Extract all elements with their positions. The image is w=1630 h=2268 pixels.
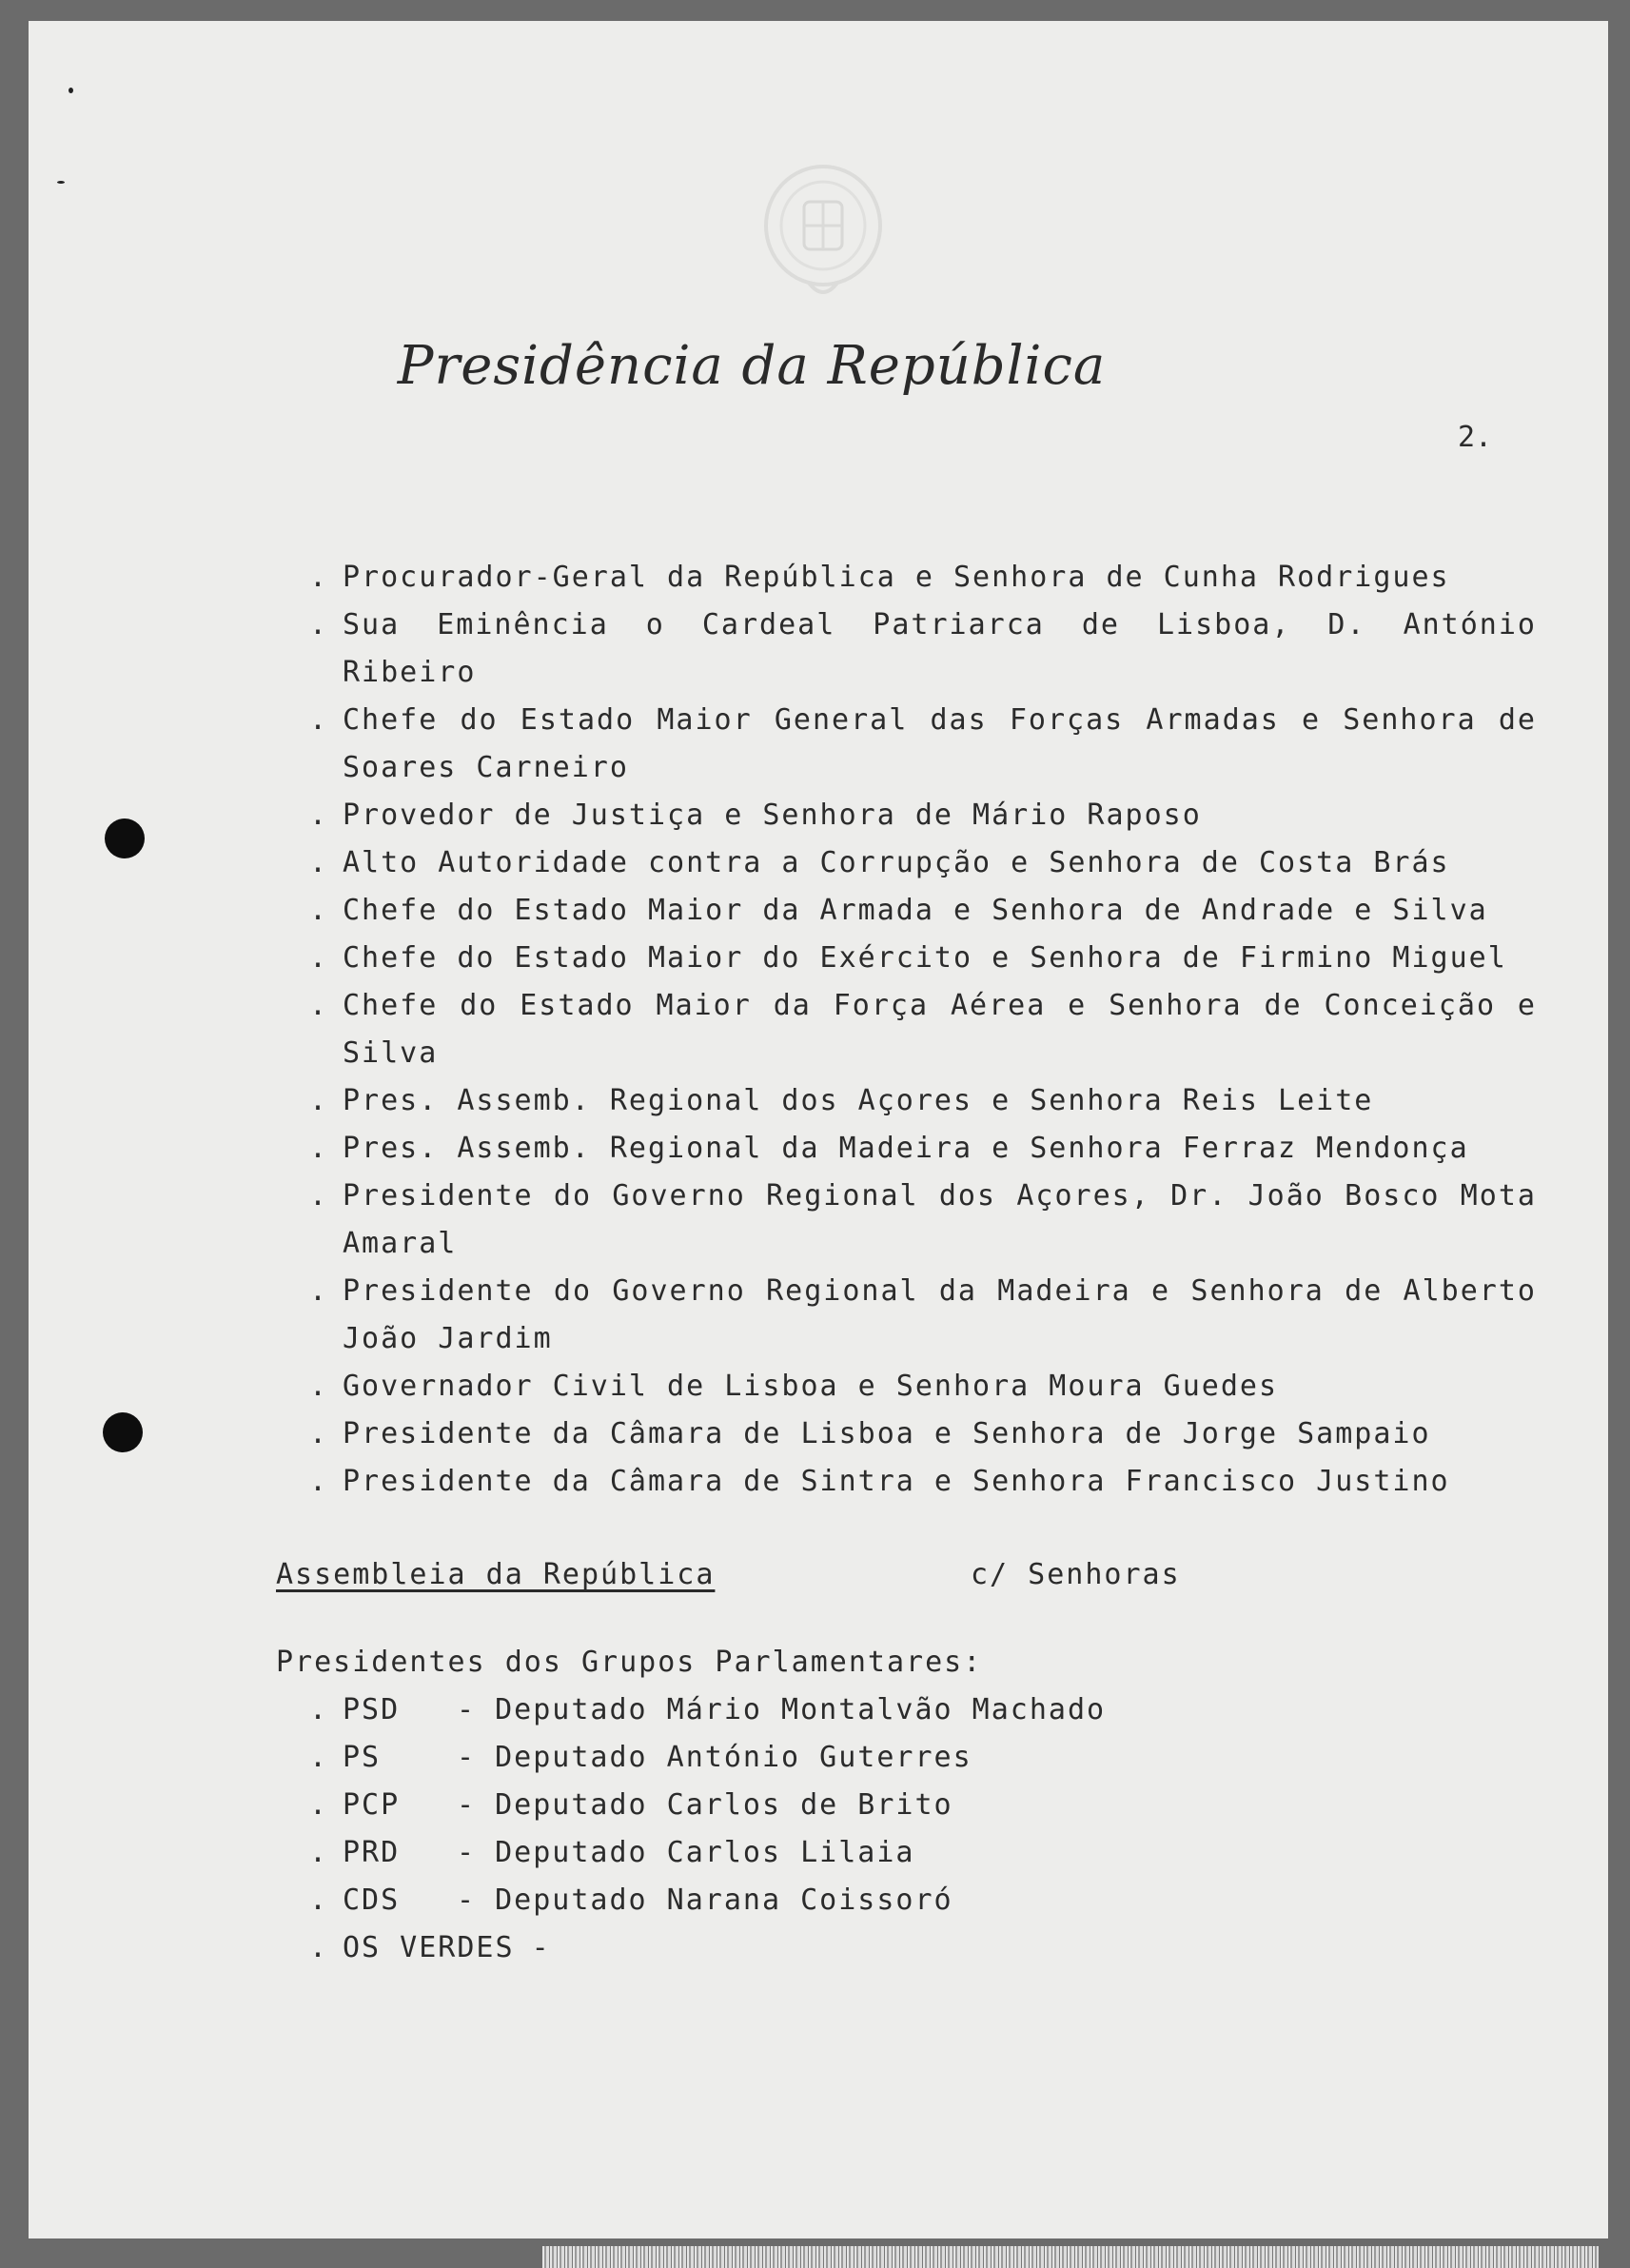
party-row <box>309 1782 1537 1829</box>
list-item <box>309 1125 1537 1173</box>
list-item <box>309 1268 1537 1363</box>
bullet: . <box>309 1741 329 1774</box>
party-deputy: - Deputado Mário Montalvão Machado <box>457 1693 1107 1726</box>
section-title: Assembleia da República <box>276 1558 716 1591</box>
party-abbreviation: PCP <box>343 1788 401 1822</box>
guest-list <box>309 554 1537 1506</box>
list-item-text: Governador Civil de Lisboa e Senhora Moura Guedes <box>343 1370 1279 1403</box>
list-item-text: Provedor de Justiça e Senhora de Mário Raposo <box>343 799 1202 832</box>
letterhead-title: Presidência da República <box>397 335 1107 397</box>
scan-edge-strip <box>542 2246 1599 2268</box>
punch-hole <box>105 818 145 858</box>
list-item <box>309 1410 1537 1458</box>
party-abbreviation: PRD <box>343 1836 401 1869</box>
party-abbreviation: PS <box>343 1741 382 1774</box>
list-item <box>309 887 1537 935</box>
list-item-text: Sua Eminência o Cardeal Patriarca de Lisboa, D. António Ribeiro <box>343 608 1537 689</box>
list-item-text: Presidente da Câmara de Sintra e Senhora Francisco Justino <box>343 1465 1450 1498</box>
section-note: c/ Senhoras <box>971 1558 1181 1591</box>
list-item <box>309 697 1537 792</box>
bullet: . <box>309 1788 329 1822</box>
bullet: . <box>309 1084 329 1117</box>
party-deputy: - Deputado Narana Coissoró <box>457 1883 953 1917</box>
list-item <box>309 1458 1537 1506</box>
bullet: . <box>309 989 329 1022</box>
bullet: . <box>309 799 329 832</box>
list-item-text: Chefe do Estado Maior do Exército e Senhora de Firmino Miguel <box>343 941 1507 975</box>
list-item <box>309 1077 1537 1125</box>
bullet: . <box>309 1370 329 1403</box>
list-item <box>309 935 1537 982</box>
party-deputy: - Deputado Carlos Lilaia <box>457 1836 915 1869</box>
list-item <box>309 982 1537 1077</box>
bullet: . <box>309 1465 329 1498</box>
list-item <box>309 1363 1537 1410</box>
party-abbreviation: PSD <box>343 1693 401 1726</box>
party-abbreviation: OS VERDES <box>343 1931 515 1964</box>
letterhead <box>29 335 1608 397</box>
party-list <box>309 1686 1537 1972</box>
list-item-text: Presidente do Governo Regional dos Açores, Dr. João Bosco Mota Amaral <box>343 1179 1537 1260</box>
list-item-text: Alto Autoridade contra a Corrupção e Senhora de Costa Brás <box>343 846 1450 879</box>
party-row <box>309 1924 1537 1972</box>
list-item-text: Chefe do Estado Maior General das Forças Armadas e Senhora de Soares Carneiro <box>343 703 1537 784</box>
list-item-text: Chefe do Estado Maior da Força Aérea e Senhora de Conceição e Silva <box>343 989 1537 1070</box>
groups-intro: Presidentes dos Grupos Parlamentares: <box>276 1646 983 1679</box>
bullet: . <box>309 1132 329 1165</box>
paper-speck <box>57 181 65 184</box>
list-item-text: Procurador-Geral da República e Senhora de Cunha Rodrigues <box>343 561 1450 594</box>
bullet: . <box>309 703 329 737</box>
bullet: . <box>309 1179 329 1213</box>
party-row <box>309 1877 1537 1924</box>
list-item <box>309 792 1537 839</box>
list-item <box>309 554 1537 602</box>
list-item-text: Chefe do Estado Maior da Armada e Senhora de Andrade e Silva <box>343 894 1488 927</box>
bullet: . <box>309 1274 329 1308</box>
document-body <box>276 554 1537 1972</box>
paper-speck <box>69 88 73 93</box>
party-deputy: - Deputado António Guterres <box>457 1741 972 1774</box>
bullet: . <box>309 1836 329 1869</box>
party-deputy: - <box>531 1931 551 1964</box>
party-row <box>309 1829 1537 1877</box>
bullet: . <box>309 1883 329 1917</box>
party-row <box>309 1686 1537 1734</box>
list-item-text: Pres. Assemb. Regional dos Açores e Senhora Reis Leite <box>343 1084 1374 1117</box>
bullet: . <box>309 1693 329 1726</box>
bullet: . <box>309 941 329 975</box>
punch-hole <box>103 1412 143 1452</box>
assembly-heading <box>276 1551 1537 1599</box>
bullet: . <box>309 561 329 594</box>
list-item-text: Presidente do Governo Regional da Madeira e Senhora de Alberto João Jardim <box>343 1274 1537 1355</box>
bullet: . <box>309 1931 329 1964</box>
list-item <box>309 839 1537 887</box>
bullet: . <box>309 608 329 641</box>
list-item-text: Pres. Assemb. Regional da Madeira e Senhora Ferraz Mendonça <box>343 1132 1469 1165</box>
list-item <box>309 602 1537 697</box>
party-row <box>309 1734 1537 1782</box>
embossed-seal-icon <box>752 149 894 311</box>
party-abbreviation: CDS <box>343 1883 401 1917</box>
bullet: . <box>309 1417 329 1450</box>
paper-sheet <box>29 21 1608 2238</box>
list-item-text: Presidente da Câmara de Lisboa e Senhora de Jorge Sampaio <box>343 1417 1431 1450</box>
bullet: . <box>309 894 329 927</box>
bullet: . <box>309 846 329 879</box>
party-deputy: - Deputado Carlos de Brito <box>457 1788 953 1822</box>
page-number: 2. <box>1458 421 1493 454</box>
list-item <box>309 1173 1537 1268</box>
